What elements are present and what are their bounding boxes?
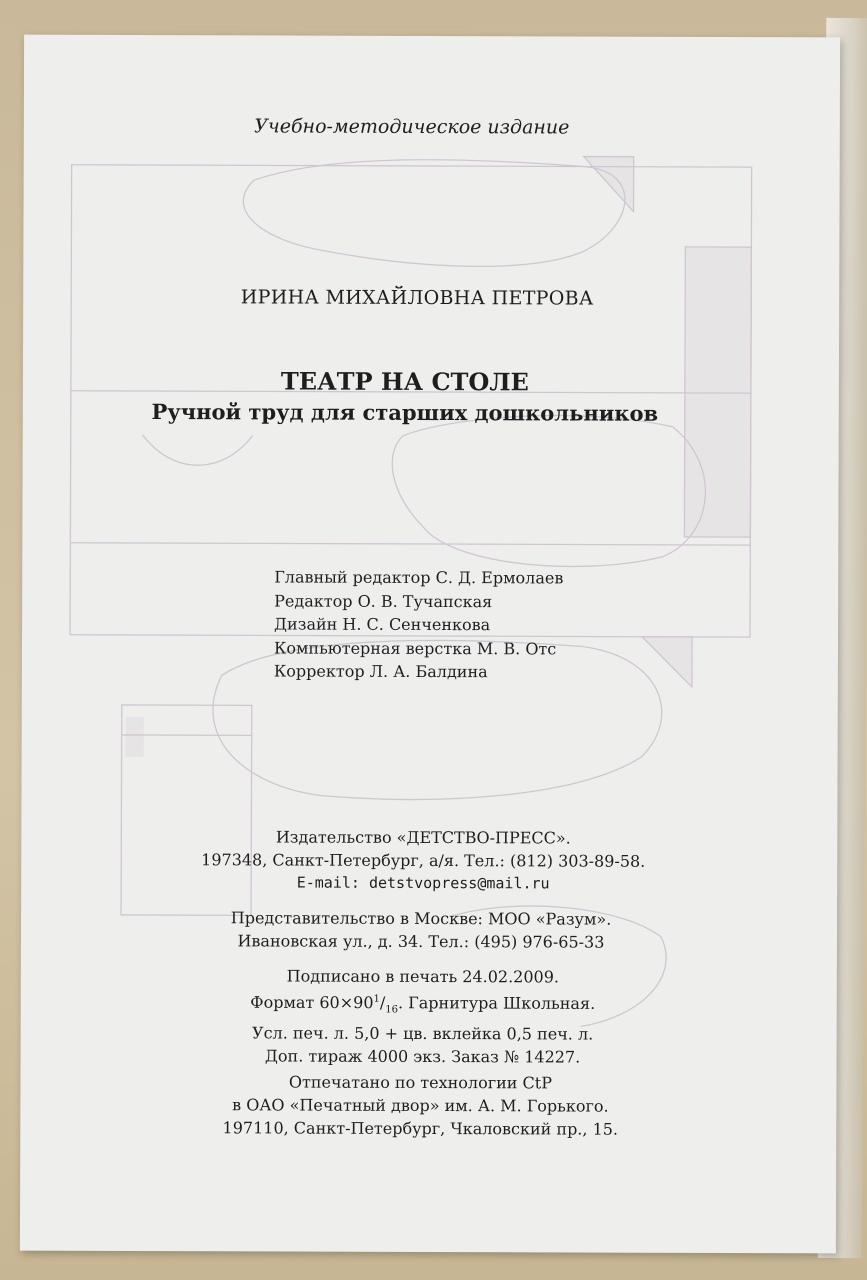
staff-design: Дизайн Н. С. Сенченкова bbox=[274, 614, 491, 635]
moscow-office-line-1: Представительство в Москве: МОО «Разум». bbox=[230, 908, 612, 929]
staff-chief-editor: Главный редактор С. Д. Ермолаев bbox=[274, 567, 564, 588]
moscow-office-line-2: Ивановская ул., д. 34. Тел.: (495) 976-65-33 bbox=[237, 931, 605, 952]
format-sub: 16 bbox=[385, 1004, 399, 1016]
book-subtitle: Ручной труд для старших дошкольников bbox=[151, 399, 659, 426]
printer-line-2: в ОАО «Печатный двор» им. А. М. Горького. bbox=[232, 1095, 609, 1116]
editorial-staff-list bbox=[274, 565, 564, 684]
publisher-block bbox=[20, 825, 831, 897]
edition-type: Учебно-методическое издание bbox=[254, 115, 570, 139]
staff-proofreader: Корректор Л. А. Балдина bbox=[273, 661, 488, 682]
imprint-page bbox=[20, 35, 840, 1254]
format-suffix: . Гарнитура Школьная. bbox=[397, 993, 596, 1013]
format-line: Формат $60\times 90^1/_{16}$. Гарнитура Школьная. bbox=[250, 992, 596, 1016]
staff-layout: Компьютерная верстка М. В. Отс bbox=[273, 637, 557, 658]
publisher-email: E-mail: detstvopress@mail.ru bbox=[296, 873, 550, 893]
author-name: ИРИНА МИХАЙЛОВНА ПЕТРОВА bbox=[240, 286, 594, 310]
book-title: ТЕАТР НА СТОЛЕ bbox=[280, 366, 529, 397]
moscow-office-block bbox=[20, 906, 829, 955]
printer-line-3: 197110, Санкт-Петербург, Чкаловский пр., 15. bbox=[222, 1118, 619, 1139]
staff-editor: Редактор О. В. Тучапская bbox=[274, 590, 493, 611]
publisher-address: 197348, Санкт-Петербург, а/я. Тел.: (812) 303-89-58. bbox=[201, 850, 646, 871]
format-sup: 1 bbox=[373, 993, 380, 1005]
print-run: Доп. тираж 4000 экз. Заказ № 14227. bbox=[264, 1045, 581, 1067]
signed-for-print: Подписано в печать 24.02.2009. bbox=[286, 966, 560, 987]
printed-sheets: Усл. печ. л. 5,0 + цв. вклейка 0,5 печ. л. bbox=[252, 1022, 594, 1044]
printer-block bbox=[20, 1070, 829, 1142]
print-info-block bbox=[20, 964, 831, 1069]
publisher-name: Издательство «ДЕТСТВО-ПРЕСС». bbox=[275, 827, 571, 848]
printer-line-1: Отпечатано по технологии CtP bbox=[288, 1072, 553, 1093]
format-prefix: Формат 60×90 bbox=[250, 992, 374, 1013]
